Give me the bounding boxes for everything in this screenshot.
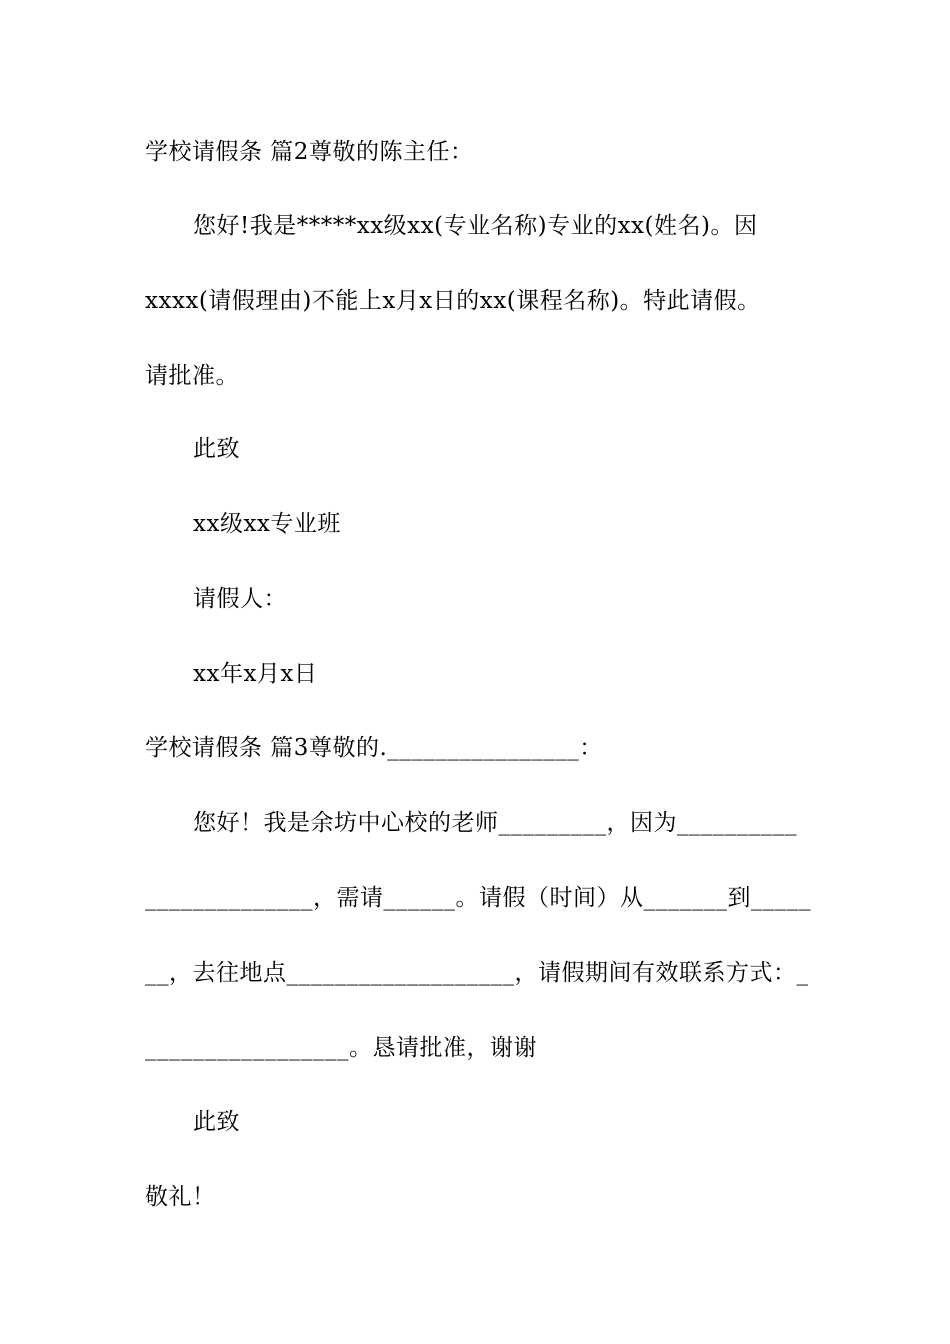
class-name: xx级xx专业班 — [193, 511, 341, 537]
section-3-heading: 学校请假条 篇3尊敬的.________________： — [145, 735, 603, 761]
paragraph-line: 您好！我是余坊中心校的老师_________，因为__________ — [193, 810, 797, 836]
paragraph-line: __，去往地点___________________，请假期间有效联系方式：_ — [145, 960, 809, 986]
signer-label: 请假人： — [193, 586, 287, 612]
closing-salutation: 此致 — [193, 436, 240, 462]
date-line: xx年x月x日 — [193, 661, 318, 687]
closing-salutation: 此致 — [193, 1109, 240, 1135]
paragraph-line: 您好!我是*****xx级xx(专业名称)专业的xx(姓名)。因 — [193, 213, 758, 239]
closing-regards: 敬礼！ — [145, 1184, 216, 1210]
paragraph-line: ______________，需请______。请假（时间）从_______到_____ — [145, 885, 811, 911]
section-2-heading: 学校请假条 篇2尊敬的陈主任： — [145, 139, 474, 165]
paragraph-line: _________________。恳请批准，谢谢 — [145, 1035, 537, 1061]
paragraph-line: xxxx(请假理由)不能上x月x日的xx(课程名称)。特此请假。 — [145, 288, 761, 314]
paragraph-line: 请批准。 — [145, 363, 239, 389]
